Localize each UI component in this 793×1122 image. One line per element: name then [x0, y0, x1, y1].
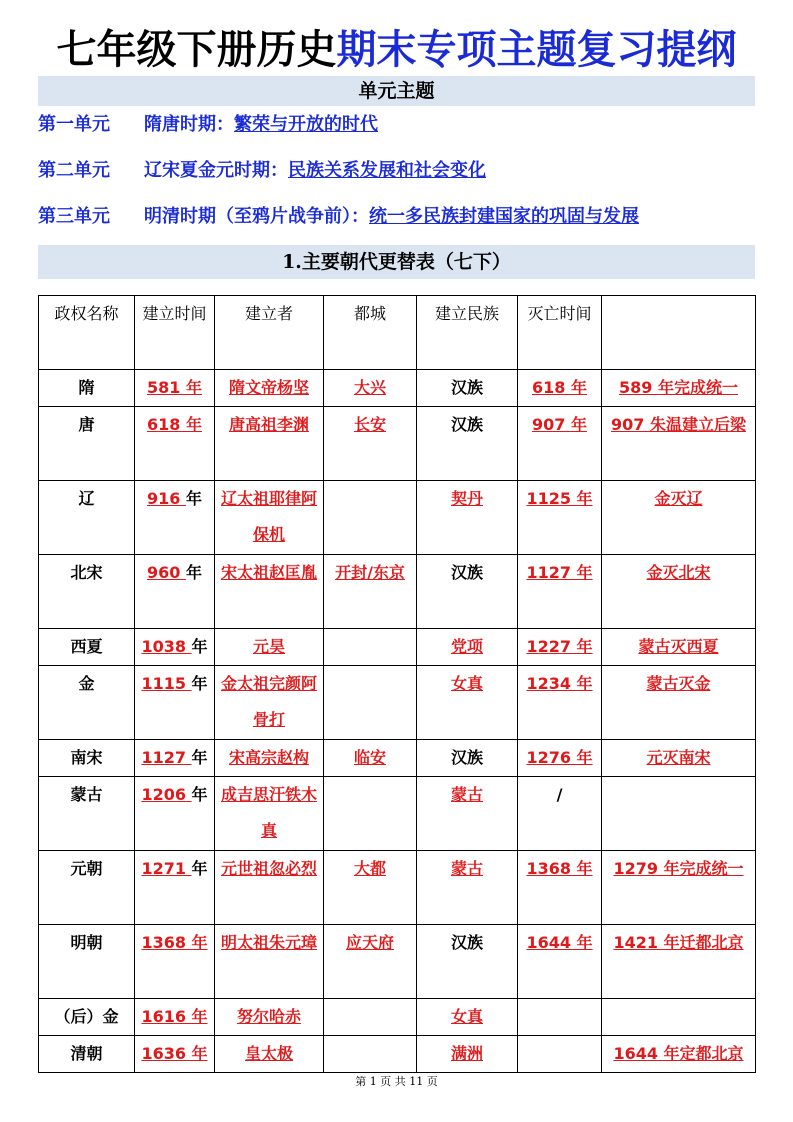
cell-capital [324, 666, 417, 740]
unit-period: 辽宋夏金元时期： [144, 160, 288, 181]
cell-note-text: 1421 年迁都北京 [613, 933, 744, 952]
cell-name-text: 隋 [78, 378, 95, 397]
cell-ethnic [417, 777, 518, 851]
cell-capital-text: 开封/东京 [335, 563, 405, 582]
cell-year [135, 555, 215, 629]
cell-founder-text: 成吉思汗铁木真 [220, 785, 317, 840]
cell-name [39, 370, 135, 407]
cell-name-text: 唐 [78, 415, 95, 434]
cell-ethnic-text: 汉族 [450, 378, 483, 397]
cell-name [39, 740, 135, 777]
cell-note [602, 666, 756, 740]
cell-name [39, 407, 135, 481]
cell-end-text: 1127 年 [526, 563, 593, 582]
cell-founder [215, 999, 324, 1036]
unit-label: 第三单元 [38, 206, 110, 227]
cell-end [518, 777, 602, 851]
cell-ethnic [417, 629, 518, 666]
cell-ethnic [417, 666, 518, 740]
cell-note-text: 蒙古灭西夏 [638, 637, 719, 656]
header-capital: 都城 [324, 296, 417, 370]
cell-year [135, 370, 215, 407]
year-value: 1127 [141, 748, 192, 767]
cell-founder [215, 629, 324, 666]
cell-founder [215, 777, 324, 851]
cell-founder [215, 555, 324, 629]
cell-founder [215, 481, 324, 555]
cell-name [39, 925, 135, 999]
header-year: 建立时间 [135, 296, 215, 370]
cell-note [602, 851, 756, 925]
cell-end [518, 1036, 602, 1073]
cell-year [135, 666, 215, 740]
cell-name [39, 1036, 135, 1073]
cell-ethnic-text: 契丹 [450, 489, 483, 508]
table-row [39, 407, 756, 481]
section-heading-dynasties: 1.主要朝代更替表（七下） [38, 245, 755, 279]
cell-founder-text: 努尔哈赤 [236, 1007, 301, 1026]
cell-ethnic-text: 女真 [450, 1007, 483, 1026]
cell-note [602, 777, 756, 851]
cell-capital [324, 851, 417, 925]
cell-end [518, 851, 602, 925]
cell-founder-text: 宋太祖赵匡胤 [220, 563, 317, 582]
cell-end [518, 999, 602, 1036]
year-value: 1616 年 [141, 1007, 208, 1026]
cell-founder [215, 370, 324, 407]
cell-name-text: 明朝 [70, 933, 103, 952]
cell-end-text: 1125 年 [526, 489, 593, 508]
year-suffix: 年 [191, 748, 208, 767]
title-black-part: 七年级下册历史 [56, 27, 337, 73]
cell-note [602, 407, 756, 481]
cell-ethnic-text: 汉族 [450, 415, 483, 434]
table-row [39, 777, 756, 851]
cell-name [39, 629, 135, 666]
unit-period: 明清时期（至鸦片战争前）： [144, 206, 369, 227]
year-value: 1206 [141, 785, 192, 804]
cell-capital-text: 临安 [353, 748, 386, 767]
cell-name-text: 北宋 [70, 563, 103, 582]
cell-end [518, 666, 602, 740]
header-ethnic: 建立民族 [417, 296, 518, 370]
unit-line-1 [38, 110, 378, 136]
year-value: 1038 [141, 637, 192, 656]
year-suffix: 年 [191, 785, 208, 804]
cell-end [518, 740, 602, 777]
cell-note-text: 金灭北宋 [646, 563, 711, 582]
cell-note [602, 740, 756, 777]
cell-note [602, 555, 756, 629]
cell-capital [324, 925, 417, 999]
page-title [0, 22, 793, 78]
cell-year [135, 851, 215, 925]
cell-name-text: 南宋 [70, 748, 103, 767]
cell-ethnic-text: 汉族 [450, 563, 483, 582]
table-row [39, 666, 756, 740]
cell-year [135, 407, 215, 481]
table-row [39, 851, 756, 925]
cell-capital-text: 大都 [353, 859, 386, 878]
cell-end-text: 618 年 [532, 378, 587, 397]
unit-label: 第一单元 [38, 114, 110, 135]
cell-year [135, 925, 215, 999]
cell-year [135, 740, 215, 777]
header-note [602, 296, 756, 370]
cell-note-text: 元灭南宋 [646, 748, 711, 767]
cell-name-text: 辽 [78, 489, 95, 508]
cell-end [518, 925, 602, 999]
table-row [39, 629, 756, 666]
cell-capital [324, 740, 417, 777]
cell-end-text: 1227 年 [526, 637, 593, 656]
cell-ethnic [417, 370, 518, 407]
header-name: 政权名称 [39, 296, 135, 370]
cell-founder-text: 宋高宗赵构 [228, 748, 309, 767]
cell-ethnic [417, 407, 518, 481]
cell-ethnic-text: 女真 [450, 674, 483, 693]
cell-note-text: 金灭辽 [654, 489, 703, 508]
cell-name-text: （后）金 [54, 1007, 119, 1026]
cell-ethnic-text: 汉族 [450, 933, 483, 952]
cell-ethnic-text: 党项 [450, 637, 483, 656]
year-suffix: 年 [191, 674, 208, 693]
table-row [39, 740, 756, 777]
cell-capital [324, 777, 417, 851]
unit-line-3 [38, 202, 639, 228]
cell-ethnic [417, 740, 518, 777]
cell-name [39, 555, 135, 629]
cell-founder [215, 666, 324, 740]
cell-founder [215, 1036, 324, 1073]
cell-ethnic-text: 满洲 [450, 1044, 483, 1063]
cell-name-text: 金 [78, 674, 95, 693]
cell-name [39, 851, 135, 925]
cell-year [135, 999, 215, 1036]
cell-name-text: 蒙古 [70, 785, 103, 804]
cell-year [135, 629, 215, 666]
cell-capital [324, 407, 417, 481]
year-suffix: 年 [185, 489, 202, 508]
cell-note [602, 629, 756, 666]
cell-capital [324, 370, 417, 407]
cell-name [39, 481, 135, 555]
cell-ethnic-text: 蒙古 [450, 859, 483, 878]
cell-ethnic-text: 蒙古 [450, 785, 483, 804]
cell-end [518, 370, 602, 407]
cell-note [602, 925, 756, 999]
year-value: 581 年 [147, 378, 202, 397]
page-footer: 第 1 页 共 11 页 [355, 1075, 438, 1088]
cell-founder-text: 辽太祖耶律阿保机 [220, 489, 317, 544]
cell-founder-text: 元世祖忽必烈 [220, 859, 317, 878]
unit-label: 第二单元 [38, 160, 110, 181]
title-blue-part: 期末专项主题复习提纲 [336, 27, 737, 73]
cell-founder [215, 740, 324, 777]
cell-founder-text: 元昊 [252, 637, 285, 656]
cell-name-text: 清朝 [70, 1044, 103, 1063]
table-row [39, 370, 756, 407]
cell-note-text: 1644 年定都北京 [613, 1044, 744, 1063]
cell-end-text: / [556, 785, 563, 804]
cell-founder [215, 407, 324, 481]
table-row [39, 1036, 756, 1073]
cell-name-text: 西夏 [70, 637, 103, 656]
unit-theme: 民族关系发展和社会变化 [288, 160, 486, 181]
cell-note [602, 370, 756, 407]
cell-capital-text: 应天府 [345, 933, 394, 952]
cell-ethnic-text: 汉族 [450, 748, 483, 767]
cell-capital [324, 555, 417, 629]
cell-name-text: 元朝 [70, 859, 103, 878]
year-suffix: 年 [185, 563, 202, 582]
year-value: 1636 年 [141, 1044, 208, 1063]
cell-ethnic [417, 925, 518, 999]
cell-capital [324, 629, 417, 666]
cell-founder-text: 隋文帝杨坚 [228, 378, 309, 397]
year-value: 618 年 [147, 415, 202, 434]
unit-theme: 统一多民族封建国家的巩固与发展 [369, 206, 639, 227]
table-row [39, 925, 756, 999]
cell-year [135, 777, 215, 851]
cell-capital [324, 481, 417, 555]
unit-theme: 繁荣与开放的时代 [234, 114, 378, 135]
cell-note-text: 蒙古灭金 [646, 674, 711, 693]
cell-capital [324, 1036, 417, 1073]
cell-end-text: 1276 年 [526, 748, 593, 767]
cell-year [135, 1036, 215, 1073]
cell-ethnic [417, 1036, 518, 1073]
cell-end-text: 907 年 [532, 415, 587, 434]
header-end: 灭亡时间 [518, 296, 602, 370]
table-row [39, 555, 756, 629]
cell-founder-text: 唐高祖李渊 [228, 415, 309, 434]
cell-note-text: 907 朱温建立后梁 [611, 415, 746, 434]
table-header-row [39, 296, 756, 370]
section-heading-units: 单元主题 [38, 76, 755, 106]
table-row [39, 999, 756, 1036]
cell-capital-text: 大兴 [353, 378, 386, 397]
cell-end-text: 1368 年 [526, 859, 593, 878]
cell-ethnic [417, 481, 518, 555]
year-value: 916 [147, 489, 186, 508]
cell-ethnic [417, 555, 518, 629]
cell-end [518, 555, 602, 629]
cell-founder-text: 明太祖朱元璋 [220, 933, 317, 952]
cell-founder-text: 金太祖完颜阿骨打 [220, 674, 317, 729]
year-value: 1115 [141, 674, 192, 693]
year-value: 960 [147, 563, 186, 582]
cell-end [518, 407, 602, 481]
cell-name [39, 999, 135, 1036]
table-row [39, 481, 756, 555]
cell-note-text: 589 年完成统一 [619, 378, 738, 397]
header-founder: 建立者 [215, 296, 324, 370]
cell-founder [215, 925, 324, 999]
cell-note-text: 1279 年完成统一 [613, 859, 744, 878]
cell-founder [215, 851, 324, 925]
cell-capital [324, 999, 417, 1036]
year-value: 1368 年 [141, 933, 208, 952]
cell-end [518, 629, 602, 666]
cell-name [39, 777, 135, 851]
cell-end-text: 1644 年 [526, 933, 593, 952]
cell-year [135, 481, 215, 555]
year-suffix: 年 [191, 859, 208, 878]
cell-note [602, 1036, 756, 1073]
cell-end-text: 1234 年 [526, 674, 593, 693]
year-suffix: 年 [191, 637, 208, 656]
cell-name [39, 666, 135, 740]
dynasty-table [38, 295, 756, 1073]
cell-note [602, 999, 756, 1036]
cell-end [518, 481, 602, 555]
cell-note [602, 481, 756, 555]
cell-ethnic [417, 851, 518, 925]
cell-ethnic [417, 999, 518, 1036]
cell-capital-text: 长安 [353, 415, 386, 434]
year-value: 1271 [141, 859, 192, 878]
unit-line-2 [38, 156, 486, 182]
unit-period: 隋唐时期： [144, 114, 234, 135]
cell-founder-text: 皇太极 [244, 1044, 293, 1063]
